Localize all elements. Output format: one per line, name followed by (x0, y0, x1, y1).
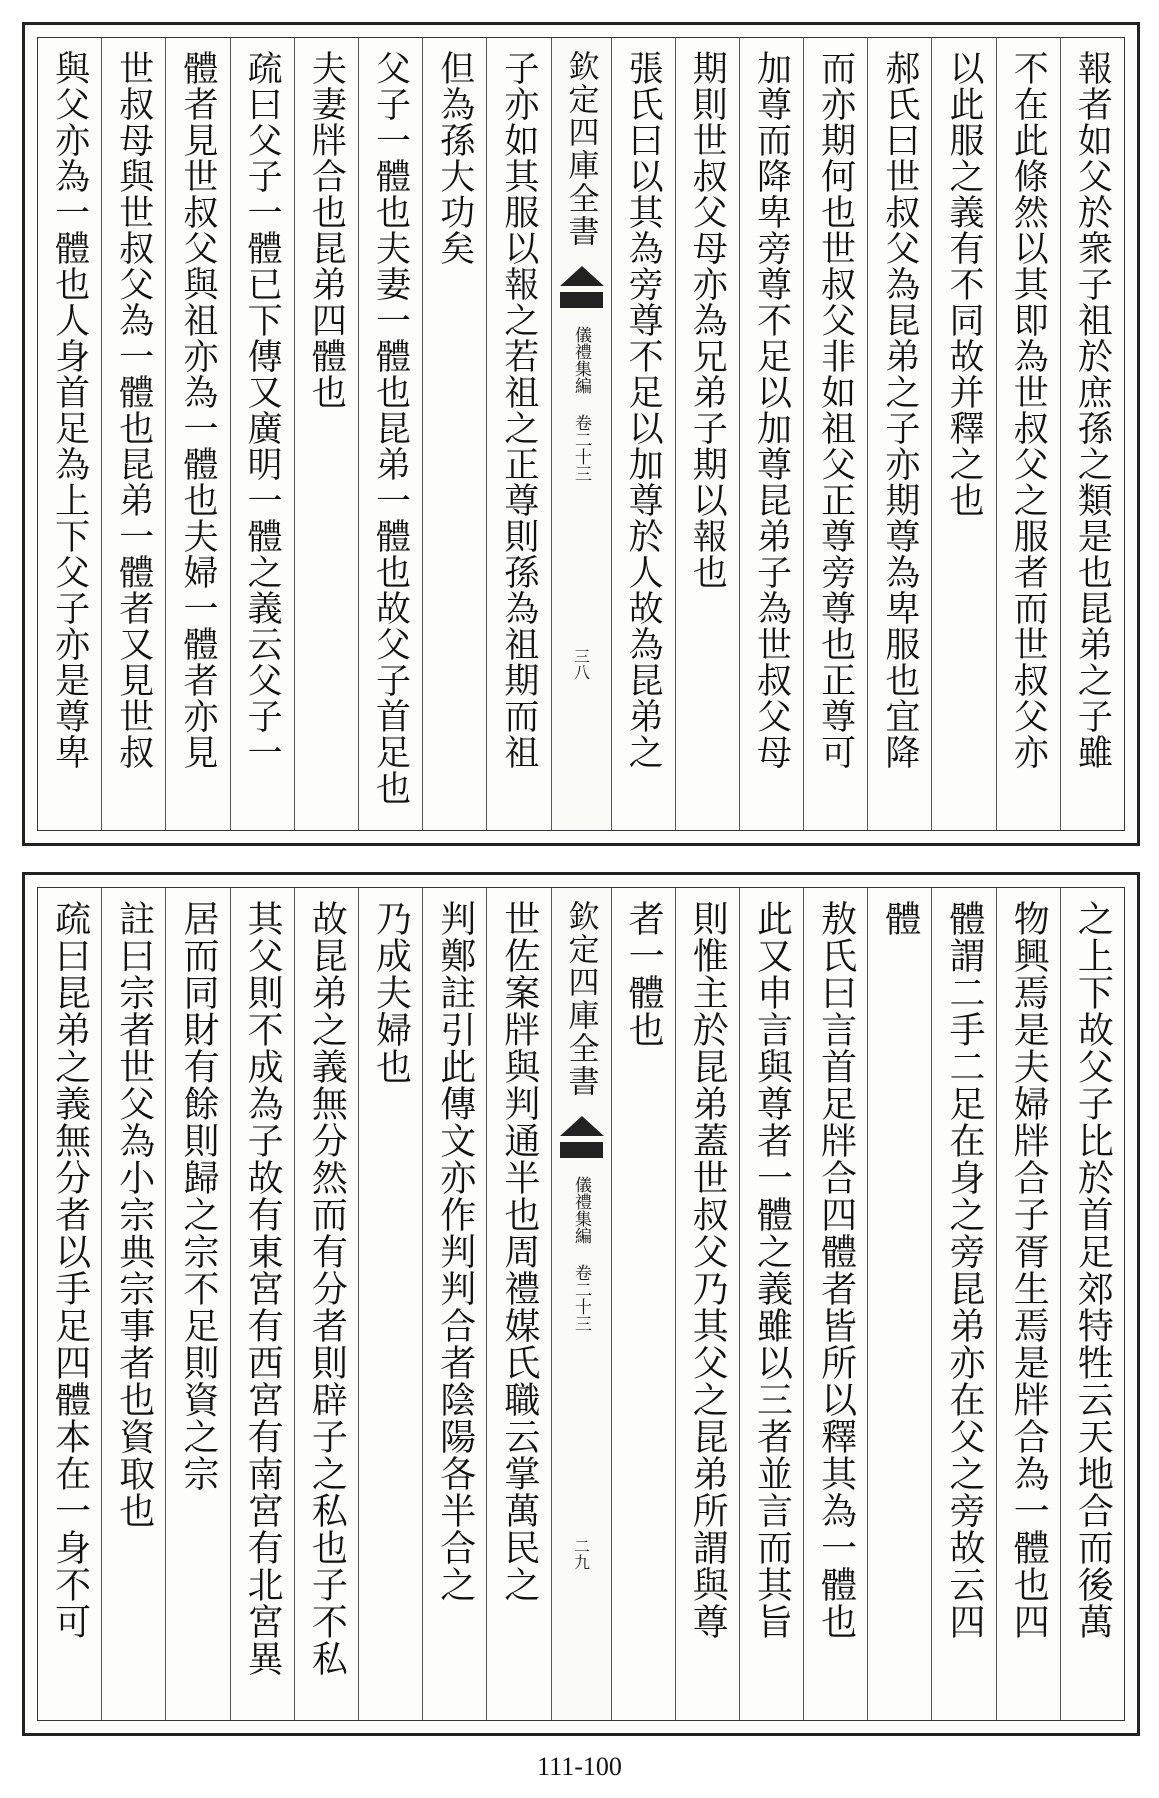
column-text: 郝氏曰世叔父為昆弟之子亦期尊為卑服也宜降 (879, 50, 920, 770)
text-column (101, 888, 165, 1720)
text-column (165, 888, 229, 1720)
book-title: 欽定四庫全書 (562, 50, 599, 248)
top-page (22, 22, 1140, 846)
text-column (611, 38, 675, 830)
text-column (38, 888, 101, 1720)
column-text: 疏曰昆弟之義無分者以手足四體本在一身不可 (49, 900, 91, 1640)
column-text: 物興焉是夫婦牉合子胥生焉是牉合為一體也四 (1008, 900, 1050, 1640)
column-text: 期則世叔父母亦為兄弟子期以報也 (687, 50, 728, 590)
column-text: 乃成夫婦也 (370, 900, 412, 1085)
column-text: 不在此條然以其即為世叔父之服者而世叔父亦 (1008, 50, 1049, 770)
text-column (996, 38, 1060, 830)
text-column (101, 38, 165, 830)
center-fold (551, 38, 611, 830)
text-column (230, 38, 294, 830)
column-text: 之上下故父子比於首足郊特牲云天地合而後萬 (1072, 900, 1114, 1640)
column-text: 故昆弟之義無分然而有分者則辟子之私也子不私 (306, 900, 348, 1677)
text-column (165, 38, 229, 830)
book-subtitle: 儀禮集編 卷二十三 (571, 326, 591, 482)
text-column (486, 888, 550, 1720)
column-text: 註曰宗者世父為小宗典宗事者也資取也 (113, 900, 155, 1529)
text-column (358, 888, 422, 1720)
column-text: 居而同財有餘則歸之宗不足則資之宗 (177, 900, 219, 1492)
bottom-page (22, 872, 1140, 1736)
column-text: 以此服之義有不同故并釋之也 (944, 50, 985, 518)
text-column (739, 38, 803, 830)
column-text: 張氏曰以其為旁尊不足以加尊於人故為昆弟之 (623, 50, 664, 770)
text-column (996, 888, 1060, 1720)
page-marker: 三八 (571, 648, 591, 680)
column-text: 世叔母與世叔父為一體也昆弟一體者又見世叔 (113, 50, 154, 770)
column-text: 報者如父於衆子祖於庶孫之類是也昆弟之子雖 (1072, 50, 1113, 770)
column-text: 疏曰父子一體已下傳又廣明一體之義云父子一 (242, 50, 283, 770)
text-column (486, 38, 550, 830)
text-column (675, 888, 739, 1720)
page-marker: 二九 (571, 1538, 591, 1570)
text-column (294, 38, 358, 830)
text-column (867, 888, 931, 1720)
column-text: 世佐案牉與判通半也周禮媒氏職云掌萬民之 (498, 900, 540, 1603)
column-text: 子亦如其服以報之若祖之正尊則孫為祖期而祖 (498, 50, 539, 770)
column-text: 敖氏曰言首足牉合四體者皆所以釋其為一體也 (815, 900, 857, 1640)
text-column (739, 888, 803, 1720)
column-text: 此又申言與尊者一體之義雖以三者並言而其旨 (751, 900, 793, 1640)
column-text: 體謂二手二足在身之旁昆弟亦在父之旁故云四 (944, 900, 986, 1640)
text-column (931, 888, 995, 1720)
text-column (611, 888, 675, 1720)
text-column (294, 888, 358, 1720)
column-text: 加尊而降卑旁尊不足以加尊昆弟子為世叔父母 (751, 50, 792, 770)
column-text: 而亦期何也世叔父非如祖父正尊旁尊也正尊可 (815, 50, 856, 770)
column-text: 體者見世叔父與祖亦為一體也夫婦一體者亦見 (177, 50, 218, 770)
fish-tail-mark (560, 1116, 603, 1160)
page-number: 111-100 (537, 1752, 622, 1781)
column-text: 者一體也 (623, 900, 665, 1048)
text-column (867, 38, 931, 830)
column-text: 與父亦為一體也人身首足為上下父子亦是尊卑 (49, 50, 90, 770)
text-column (931, 38, 995, 830)
column-text: 但為孫大功矣 (434, 50, 475, 266)
text-column (803, 38, 867, 830)
column-text: 父子一體也夫妻一體也昆弟一體也故父子首足也 (370, 50, 411, 806)
column-text: 體 (879, 900, 921, 937)
book-title: 欽定四庫全書 (562, 900, 599, 1098)
text-column (38, 38, 101, 830)
column-text: 夫妻牉合也昆弟四體也 (306, 50, 347, 410)
column-text: 則惟主於昆弟蓋世叔父乃其父之昆弟所謂與尊 (687, 900, 729, 1640)
text-column (422, 888, 486, 1720)
book-subtitle: 儀禮集編 卷二十三 (571, 1176, 591, 1332)
top-page-columns (37, 37, 1125, 831)
column-text: 判鄭註引此傳文亦作判判合者陰陽各半合之 (434, 900, 476, 1603)
text-column (422, 38, 486, 830)
text-column (1060, 38, 1124, 830)
column-text: 其父則不成為子故有東宮有西宮有南宮有北宮異 (242, 900, 284, 1677)
text-column (1060, 888, 1124, 1720)
text-column (675, 38, 739, 830)
text-column (358, 38, 422, 830)
text-column (230, 888, 294, 1720)
text-column (803, 888, 867, 1720)
fish-tail-mark (560, 266, 603, 310)
bottom-page-columns (37, 887, 1125, 1721)
center-fold (551, 888, 611, 1720)
